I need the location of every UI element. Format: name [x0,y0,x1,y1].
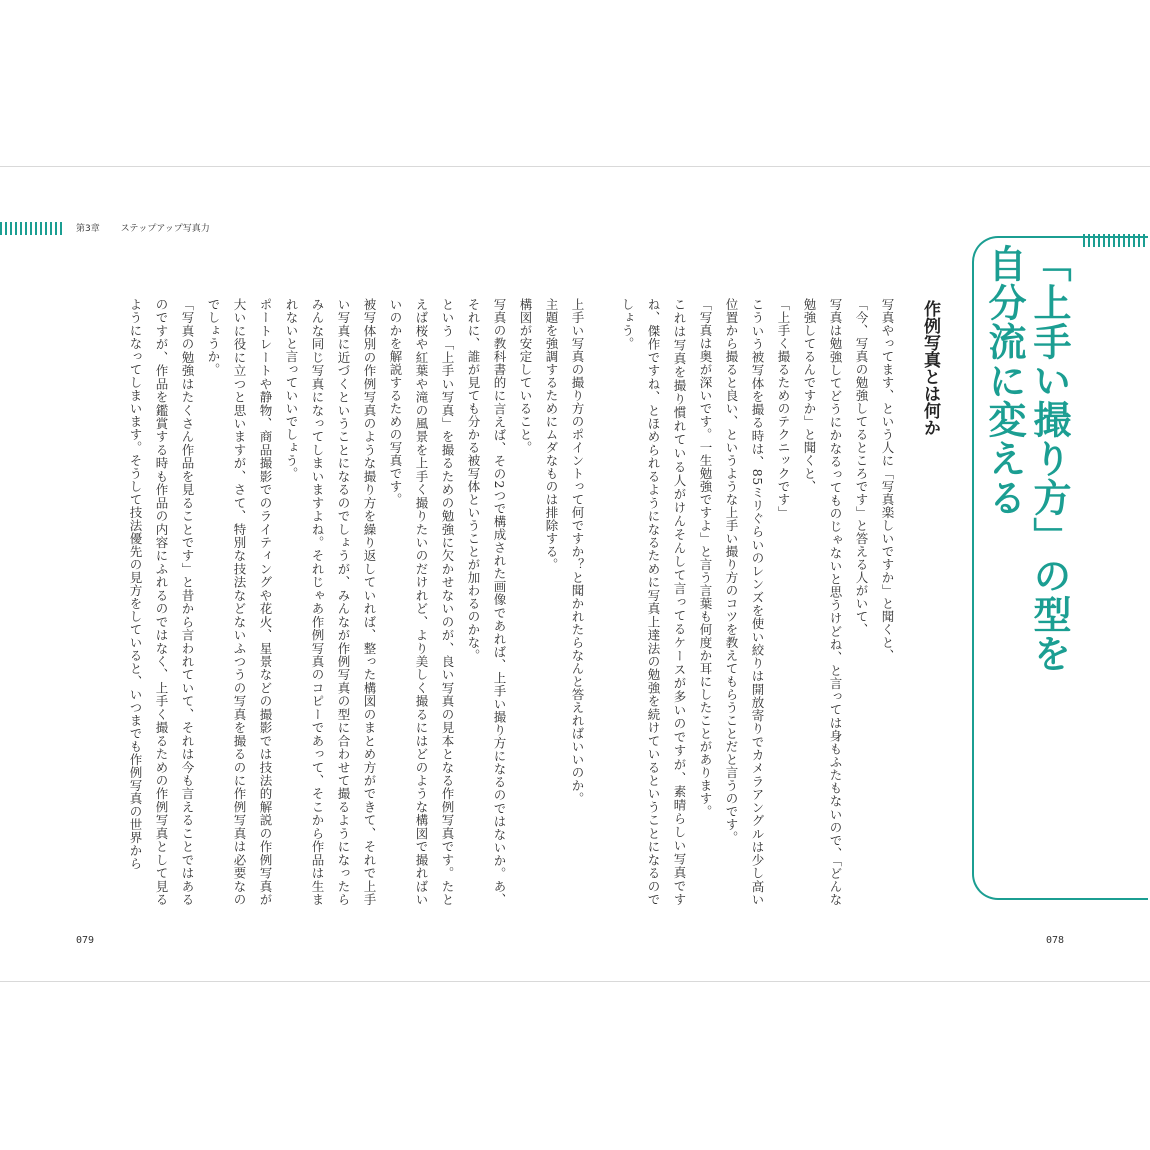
paragraph: 「写真の勉強はたくさん作品を見ることです」と昔から言われていて、それは今も言えることではあるのですが、作品を鑑賞する時も作品の内容にふれるのではなく、上手く撮るための作例写真として見るようになってしまいます。そうして技法優先の見方をしていると、いつまでも作例写真の世界から [128,298,195,906]
page-number-right: 078 [1046,935,1065,946]
left-page-body [70,298,590,906]
paragraph: 写真やってます、という人に「写真楽しいですか」と聞くと、 [880,298,895,662]
paragraph: これは写真を撮り慣れている人がけんそんして言ってるケースが多いのですが、素晴らしい写真ですね、傑作ですね、とほめられるようになるために写真上達法の勉強を続けているということになるのでしょう。 [620,298,687,906]
paragraph: 「今、写真の勉強してるところです」と答える人がいて、 [854,298,869,636]
paragraph: 「写真は奥が深いです。一生勉強ですよ」と言う言葉も何度か耳にしたことがあります。 [698,298,713,818]
running-head [76,221,228,237]
paragraph: 構図が安定していること。 [518,298,533,454]
paragraph: 主題を強調するためにムダなものは排除する。 [544,298,559,571]
paragraph: 上手い写真の撮り方のポイントって何ですか？と聞かれたらなんと答えればいいのか。 [570,298,585,805]
paragraph: 被写体別の作例写真のような撮り方を繰り返していれば、整った構図のまとめ方ができて、それで上手い写真に近づくということになるのでしょうが、みんなが作例写真の型に合わせて撮るようになったらみんな同じ写真になってしまいますよね。それじゃあ作例写真のコピーであって、そこから作品は生まれないと言っていいでしょう。 [284,298,377,907]
page-number-left: 079 [76,935,95,946]
chapter-label: 第3章 [76,224,100,234]
article-title-line-2: 自分流に変える [982,244,1026,517]
running-head-stripes [0,222,63,235]
chapter-title: ステップアップ写真力 [120,224,210,234]
section-heading-box [910,300,950,470]
paragraph: 写真は勉強してどうにかなるってものじゃないと思うけどね、と言っては身もふたもないので、「どんな勉強してるんですか」と聞くと、 [802,298,843,906]
paragraph: 「上手く撮るためのテクニックです」 [776,298,791,519]
article-title-line-1: 「上手い撮り方」の型を [1027,244,1071,673]
paragraph: ポートレートや静物、商品撮影でのライティングや花火、星景などの撮影では技法的解説の作例写真が大いに役に立つと思いますが、さて、特別な技法などないふつうの写真を撮るのに作例写真は必要なのでしょうか。 [206,298,273,907]
paragraph: という「上手い写真」を撮るための勉強に欠かせないのが、良い写真の見本となる作例写真です。たとえば桜や紅葉や滝の風景を上手く撮りたいのだけれど、より美しく撮るにはどのような構図で撮ればいいのかを解説するための写真です。 [388,298,455,906]
section-heading: 作例写真とは何か [920,300,940,436]
paragraph: こういう被写体を撮る時は、85ミリぐらいのレンズを使い絞りは開放寄りでカメラアングルは少し高い位置から撮ると良い、というような上手い撮り方のコツを教えてもらうことだと言うのです。 [724,298,765,906]
paragraph: 写真の教科書的に言えば、その2つで構成された画像であれば、上手い撮り方になるのではないか。あ、それに、誰が見ても分かる被写体ということが加わるのかな。 [466,298,507,906]
right-page-body [620,298,900,906]
